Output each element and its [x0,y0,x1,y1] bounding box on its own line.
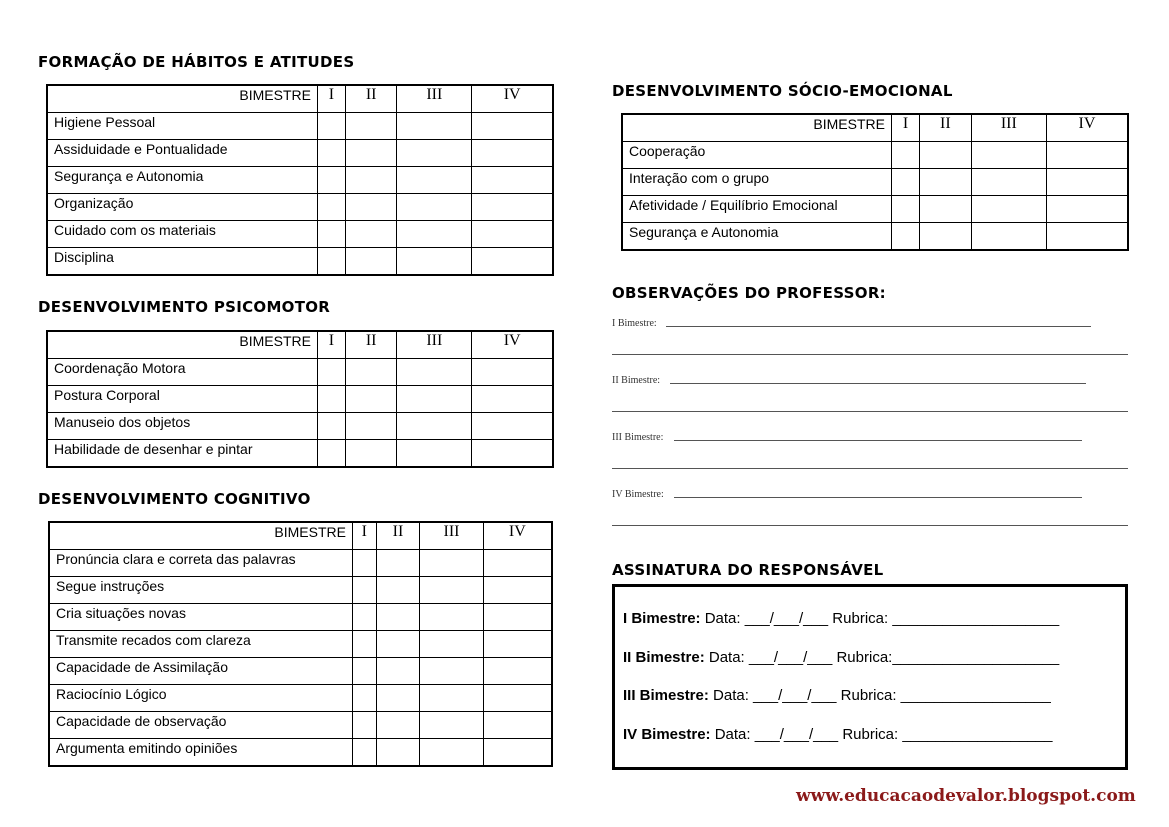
table-row [49,631,552,658]
sig-label: III Bimestre: [623,687,709,704]
cell[interactable] [892,223,920,251]
psicomotor-table [46,330,554,468]
footer-url: www.educacaodevalor.blogspot.com [796,786,1136,806]
cell[interactable] [318,140,346,167]
cell[interactable] [472,413,553,440]
row-label: Cooperação [622,142,892,169]
cell[interactable] [397,248,472,276]
table-row [47,359,553,386]
obs-label-iii: III Bimestre: [612,432,664,443]
cell[interactable] [892,169,920,196]
cell[interactable] [420,739,484,767]
cell[interactable] [483,631,552,658]
table-row [49,658,552,685]
cell[interactable] [472,113,553,140]
cell[interactable] [892,142,920,169]
cell[interactable] [397,194,472,221]
row-label: Raciocínio Lógico [49,685,353,712]
row-label: Afetividade / Equilíbrio Emocional [622,196,892,223]
cell[interactable] [483,685,552,712]
cell[interactable] [353,685,377,712]
cell[interactable] [397,413,472,440]
col-ii: II [376,522,420,550]
row-label: Disciplina [47,248,318,276]
cell[interactable] [472,386,553,413]
cell[interactable] [353,577,377,604]
row-label: Organização [47,194,318,221]
cell[interactable] [920,223,972,251]
cell[interactable] [376,577,420,604]
table-row [49,739,552,767]
cell[interactable] [318,386,346,413]
cell[interactable] [397,140,472,167]
table-row [47,413,553,440]
bimestre-header: BIMESTRE [47,85,318,113]
cell[interactable] [472,221,553,248]
cell[interactable] [472,140,553,167]
table-row [49,550,552,577]
obs-line-iii-2[interactable] [612,468,1128,469]
col-iii: III [397,85,472,113]
sig-fields[interactable]: Data: ___/___/___ Rubrica: __________________ [708,687,1051,704]
col-iii: III [420,522,484,550]
cell[interactable] [376,550,420,577]
bimestre-header: BIMESTRE [49,522,353,550]
cell[interactable] [318,440,346,468]
sig-fields[interactable]: Data: ___/___/___ Rubrica:____________________ [704,649,1060,666]
cell[interactable] [376,658,420,685]
table-header-row [47,85,553,113]
cell[interactable] [376,685,420,712]
cell[interactable] [1046,169,1128,196]
row-label: Postura Corporal [47,386,318,413]
table-row [47,140,553,167]
bimestre-header: BIMESTRE [47,331,318,359]
cell[interactable] [345,386,396,413]
section-title-observacoes: OBSERVAÇÕES DO PROFESSOR: [612,284,886,302]
cell[interactable] [892,196,920,223]
cell[interactable] [420,577,484,604]
col-i: I [353,522,377,550]
section-title-cognitivo: DESENVOLVIMENTO COGNITIVO [38,490,311,508]
cell[interactable] [345,359,396,386]
cell[interactable] [397,113,472,140]
cell[interactable] [318,113,346,140]
cell[interactable] [345,113,396,140]
cell[interactable] [397,440,472,468]
col-i: I [318,331,346,359]
cell[interactable] [353,739,377,767]
cell[interactable] [318,167,346,194]
obs-line-iv[interactable] [674,497,1082,498]
row-label: Argumenta emitindo opiniões [49,739,353,767]
table-row [49,712,552,739]
cell[interactable] [483,604,552,631]
table-row [49,685,552,712]
cell[interactable] [420,685,484,712]
row-label: Assiduidade e Pontualidade [47,140,318,167]
table-row [622,142,1128,169]
col-ii: II [920,114,972,142]
cell[interactable] [483,577,552,604]
obs-line-ii-2[interactable] [612,411,1128,412]
cell[interactable] [376,739,420,767]
row-label: Cuidado com os materiais [47,221,318,248]
cell[interactable] [318,194,346,221]
cell[interactable] [345,440,396,468]
row-label: Capacidade de Assimilação [49,658,353,685]
cell[interactable] [483,550,552,577]
cell[interactable] [376,631,420,658]
obs-label-i: I Bimestre: [612,318,657,329]
cell[interactable] [376,604,420,631]
signature-row-iii[interactable] [623,687,1051,704]
cell[interactable] [420,712,484,739]
cell[interactable] [397,221,472,248]
cell[interactable] [971,169,1046,196]
obs-line-i-2[interactable] [612,354,1128,355]
cell[interactable] [472,167,553,194]
sig-label: II Bimestre: [623,649,705,666]
row-label: Manuseio dos objetos [47,413,318,440]
socio-table [621,113,1129,251]
table-row [47,113,553,140]
signature-box [612,584,1128,770]
section-title-socio: DESENVOLVIMENTO SÓCIO-EMOCIONAL [612,82,953,100]
table-row [47,221,553,248]
section-title-habitos: FORMAÇÃO DE HÁBITOS E ATITUDES [38,53,355,71]
row-label: Habilidade de desenhar e pintar [47,440,318,468]
row-label: Interação com o grupo [622,169,892,196]
section-title-psicomotor: DESENVOLVIMENTO PSICOMOTOR [38,298,331,316]
signature-row-ii[interactable] [623,649,1059,666]
cell[interactable] [1046,196,1128,223]
cell[interactable] [971,142,1046,169]
row-label: Transmite recados com clareza [49,631,353,658]
table-row [49,604,552,631]
cell[interactable] [920,169,972,196]
cell[interactable] [353,712,377,739]
bimestre-header: BIMESTRE [622,114,892,142]
col-i: I [318,85,346,113]
cell[interactable] [483,658,552,685]
cell[interactable] [971,196,1046,223]
table-row [47,248,553,276]
cell[interactable] [420,550,484,577]
row-label: Pronúncia clara e correta das palavras [49,550,353,577]
sig-fields[interactable]: Data: ___/___/___ Rubrica: ____________________ [700,610,1060,627]
row-label: Higiene Pessoal [47,113,318,140]
col-i: I [892,114,920,142]
cell[interactable] [353,631,377,658]
cell[interactable] [472,440,553,468]
cell[interactable] [345,221,396,248]
row-label: Segurança e Autonomia [622,223,892,251]
table-row [49,577,552,604]
row-label: Capacidade de observação [49,712,353,739]
cell[interactable] [472,248,553,276]
cell[interactable] [345,194,396,221]
table-header-row [49,522,552,550]
cognitivo-table [48,521,553,767]
col-iii: III [971,114,1046,142]
row-label: Cria situações novas [49,604,353,631]
table-row [622,169,1128,196]
row-label: Segurança e Autonomia [47,167,318,194]
habitos-table [46,84,554,276]
cell[interactable] [420,631,484,658]
cell[interactable] [1046,223,1128,251]
cell[interactable] [483,739,552,767]
cell[interactable] [353,604,377,631]
obs-line-iv-2[interactable] [612,525,1128,526]
cell[interactable] [345,413,396,440]
cell[interactable] [483,712,552,739]
col-iv: IV [472,331,553,359]
signature-row-iv[interactable] [623,726,1053,743]
cell[interactable] [397,359,472,386]
cell[interactable] [318,248,346,276]
col-ii: II [345,85,396,113]
cell[interactable] [472,194,553,221]
table-header-row [622,114,1128,142]
section-title-assinatura: ASSINATURA DO RESPONSÁVEL [612,561,884,579]
obs-line-iii[interactable] [674,440,1082,441]
row-label: Coordenação Motora [47,359,318,386]
cell[interactable] [318,221,346,248]
cell[interactable] [420,604,484,631]
cell[interactable] [397,386,472,413]
table-row [47,440,553,468]
cell[interactable] [353,658,377,685]
sig-fields[interactable]: Data: ___/___/___ Rubrica: __________________ [710,726,1053,743]
col-iv: IV [472,85,553,113]
cell[interactable] [345,140,396,167]
table-row [622,223,1128,251]
obs-line-i[interactable] [666,326,1091,327]
table-row [47,194,553,221]
sig-label: I Bimestre: [623,610,701,627]
table-header-row [47,331,553,359]
cell[interactable] [920,196,972,223]
table-row [47,386,553,413]
col-ii: II [345,331,396,359]
cell[interactable] [353,550,377,577]
row-label: Segue instruções [49,577,353,604]
cell[interactable] [1046,142,1128,169]
cell[interactable] [318,359,346,386]
signature-row-i[interactable] [623,610,1059,627]
sig-label: IV Bimestre: [623,726,711,743]
cell[interactable] [345,248,396,276]
cell[interactable] [397,167,472,194]
cell[interactable] [971,223,1046,251]
cell[interactable] [420,658,484,685]
col-iv: IV [1046,114,1128,142]
obs-label-iv: IV Bimestre: [612,489,664,500]
cell[interactable] [376,712,420,739]
cell[interactable] [345,167,396,194]
col-iv: IV [483,522,552,550]
cell[interactable] [318,413,346,440]
cell[interactable] [472,359,553,386]
table-row [47,167,553,194]
table-row [622,196,1128,223]
obs-line-ii[interactable] [670,383,1086,384]
obs-label-ii: II Bimestre: [612,375,661,386]
col-iii: III [397,331,472,359]
cell[interactable] [920,142,972,169]
